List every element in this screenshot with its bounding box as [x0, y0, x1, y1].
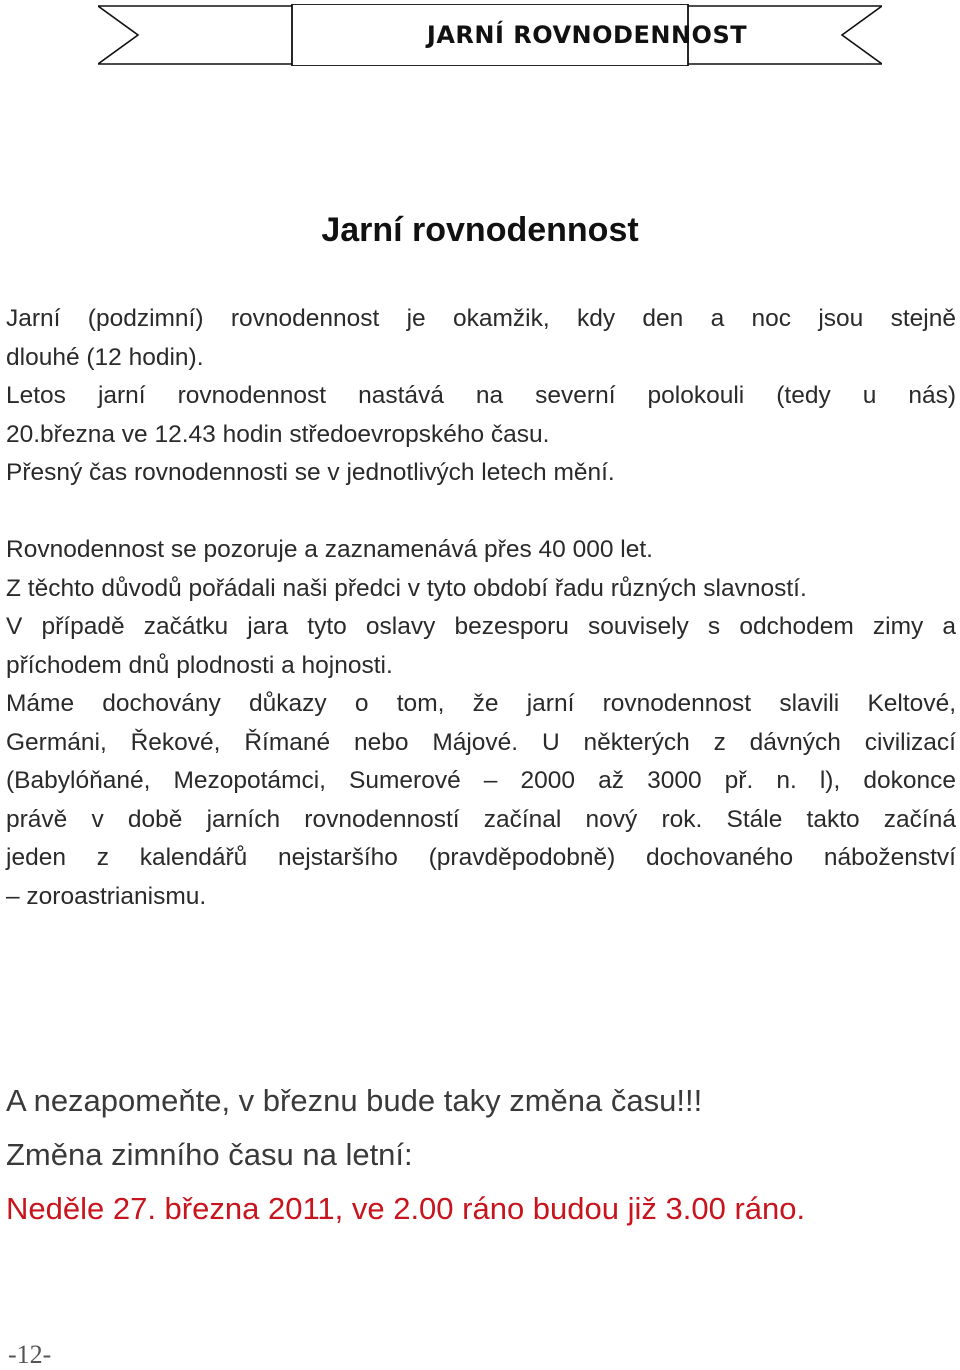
- history-paragraph: [6, 531, 956, 916]
- title-banner: [98, 4, 882, 66]
- intro-line: Letos jarní rovnodennost nastává na severní polokouli (tedy u nás): [6, 382, 956, 409]
- intro-paragraph: [6, 300, 956, 493]
- history-line: – zoroastrianismu.: [6, 882, 207, 910]
- history-line: příchodem dnů plodnosti a hojnosti.: [6, 651, 393, 679]
- history-line: V případě začátku jara tyto oslavy bezesporu souvisely s odchodem zimy a: [6, 613, 956, 640]
- history-line: jeden z kalendářů nejstaršího (pravděpodobně) dochovaného náboženství: [6, 844, 956, 871]
- intro-line: 20.března ve 12.43 hodin středoevropského času.: [6, 420, 550, 448]
- page-number: -12-: [8, 1340, 52, 1369]
- history-line: Máme dochovány důkazy o tom, že jarní rovnodennost slavili Keltové,: [6, 690, 956, 717]
- history-line: Z těchto důvodů pořádali naši předci v tyto období řadu různých slavností.: [6, 574, 807, 602]
- history-line: Germáni, Řekové, Římané nebo Májové. U některých z dávných civilizací: [6, 728, 956, 756]
- history-line: Rovnodennost se pozoruje a zaznamenává přes 40 000 let.: [6, 536, 653, 563]
- banner-title: JARNÍ ROVNODENNOST: [426, 21, 748, 49]
- page-title: Jarní rovnodennost: [321, 211, 639, 249]
- intro-line: Přesný čas rovnodennosti se v jednotlivých letech mění.: [6, 459, 615, 486]
- time-change-date: Neděle 27. března 2011, ve 2.00 ráno budou již 3.00 ráno.: [6, 1191, 806, 1226]
- time-change-reminder: A nezapomeňte, v březnu bude taky změna času!!!: [6, 1083, 703, 1118]
- intro-line: dlouhé (12 hodin).: [6, 343, 204, 371]
- intro-line: Jarní (podzimní) rovnodennost je okamžik, kdy den a noc jsou stejně: [6, 305, 956, 332]
- history-line: právě v době jarních rovnodenností začínal nový rok. Stále takto začíná: [6, 805, 956, 833]
- history-line: (Babylóňané, Mezopotámci, Sumerové – 2000 až 3000 př. n. l), dokonce: [6, 767, 956, 794]
- time-change-label: Změna zimního času na letní:: [6, 1137, 413, 1172]
